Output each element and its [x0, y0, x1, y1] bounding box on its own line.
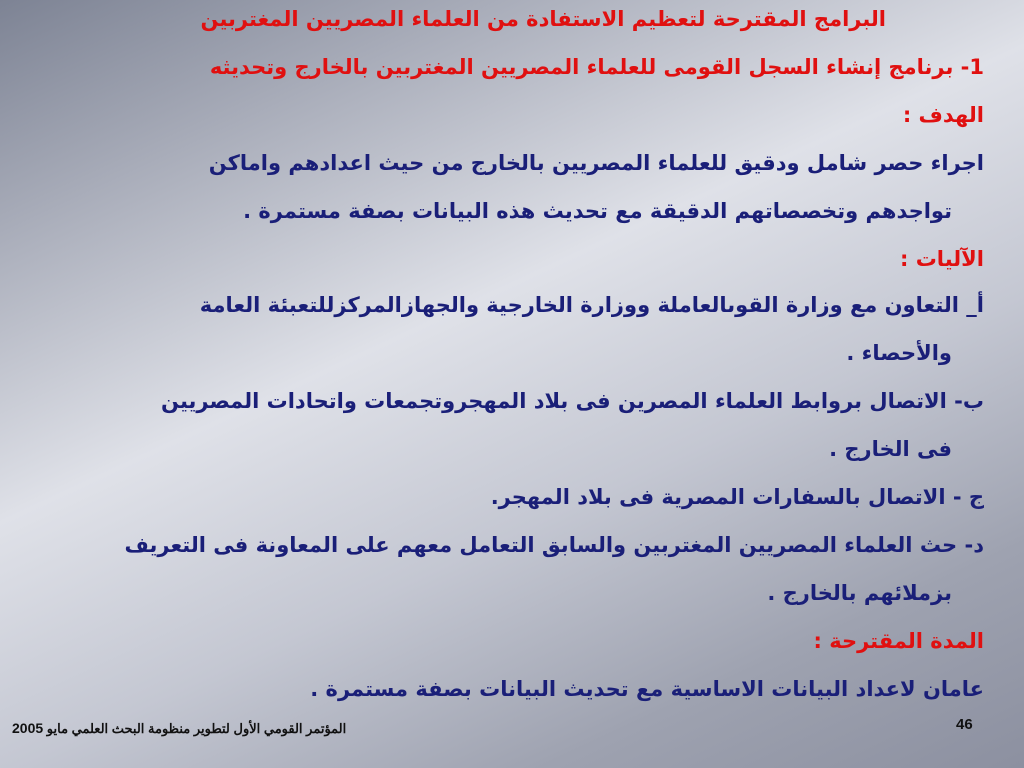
duration-text: عامان لاعداد البيانات الاساسية مع تحديث البيانات بصفة مستمرة . — [310, 677, 984, 701]
slide-title: البرامج المقترحة لتعظيم الاستفادة من العلماء المصريين المغتربين — [200, 7, 886, 31]
mechanism-d-line-1: د- حث العلماء المصريين المغتربين والسابق التعامل معهم على المعاونة فى التعريف — [124, 533, 984, 557]
mechanism-b-line-2: فى الخارج . — [829, 437, 952, 461]
footer-year: 2005 — [12, 720, 44, 736]
goal-text-line-1: اجراء حصر شامل ودقيق للعلماء المصريين بالخارج من حيث اعدادهم واماكن — [208, 151, 984, 175]
footer-conference — [12, 720, 346, 737]
mechanism-c: ج - الاتصال بالسفارات المصرية فى بلاد المهجر. — [490, 485, 984, 509]
mechanisms-heading: الآليات : — [900, 247, 984, 271]
goal-text-line-2: تواجدهم وتخصصاتهم الدقيقة مع تحديث هذه البيانات بصفة مستمرة . — [243, 199, 952, 223]
goal-heading: الهدف : — [902, 103, 984, 127]
mechanism-d-line-2: بزملائهم بالخارج . — [767, 581, 952, 605]
duration-heading: المدة المقترحة : — [813, 629, 984, 653]
program-heading: 1- برنامج إنشاء السجل القومى للعلماء المصريين المغتربين بالخارج وتحديثه — [209, 55, 984, 79]
page-number: 46 — [956, 716, 973, 733]
mechanism-a-line-2: والأحصاء . — [846, 341, 952, 365]
mechanism-b-line-1: ب- الاتصال بروابط العلماء المصرين فى بلاد المهجروتجمعات واتحادات المصريين — [161, 389, 984, 413]
footer-conference-text: المؤتمر القومي الأول لتطوير منظومة البحث العلمي مايو — [46, 721, 347, 736]
mechanism-a-line-1: أ_ التعاون مع وزارة القوىالعاملة ووزارة الخارجية والجهازالمركزللتعبئة العامة — [199, 293, 984, 317]
